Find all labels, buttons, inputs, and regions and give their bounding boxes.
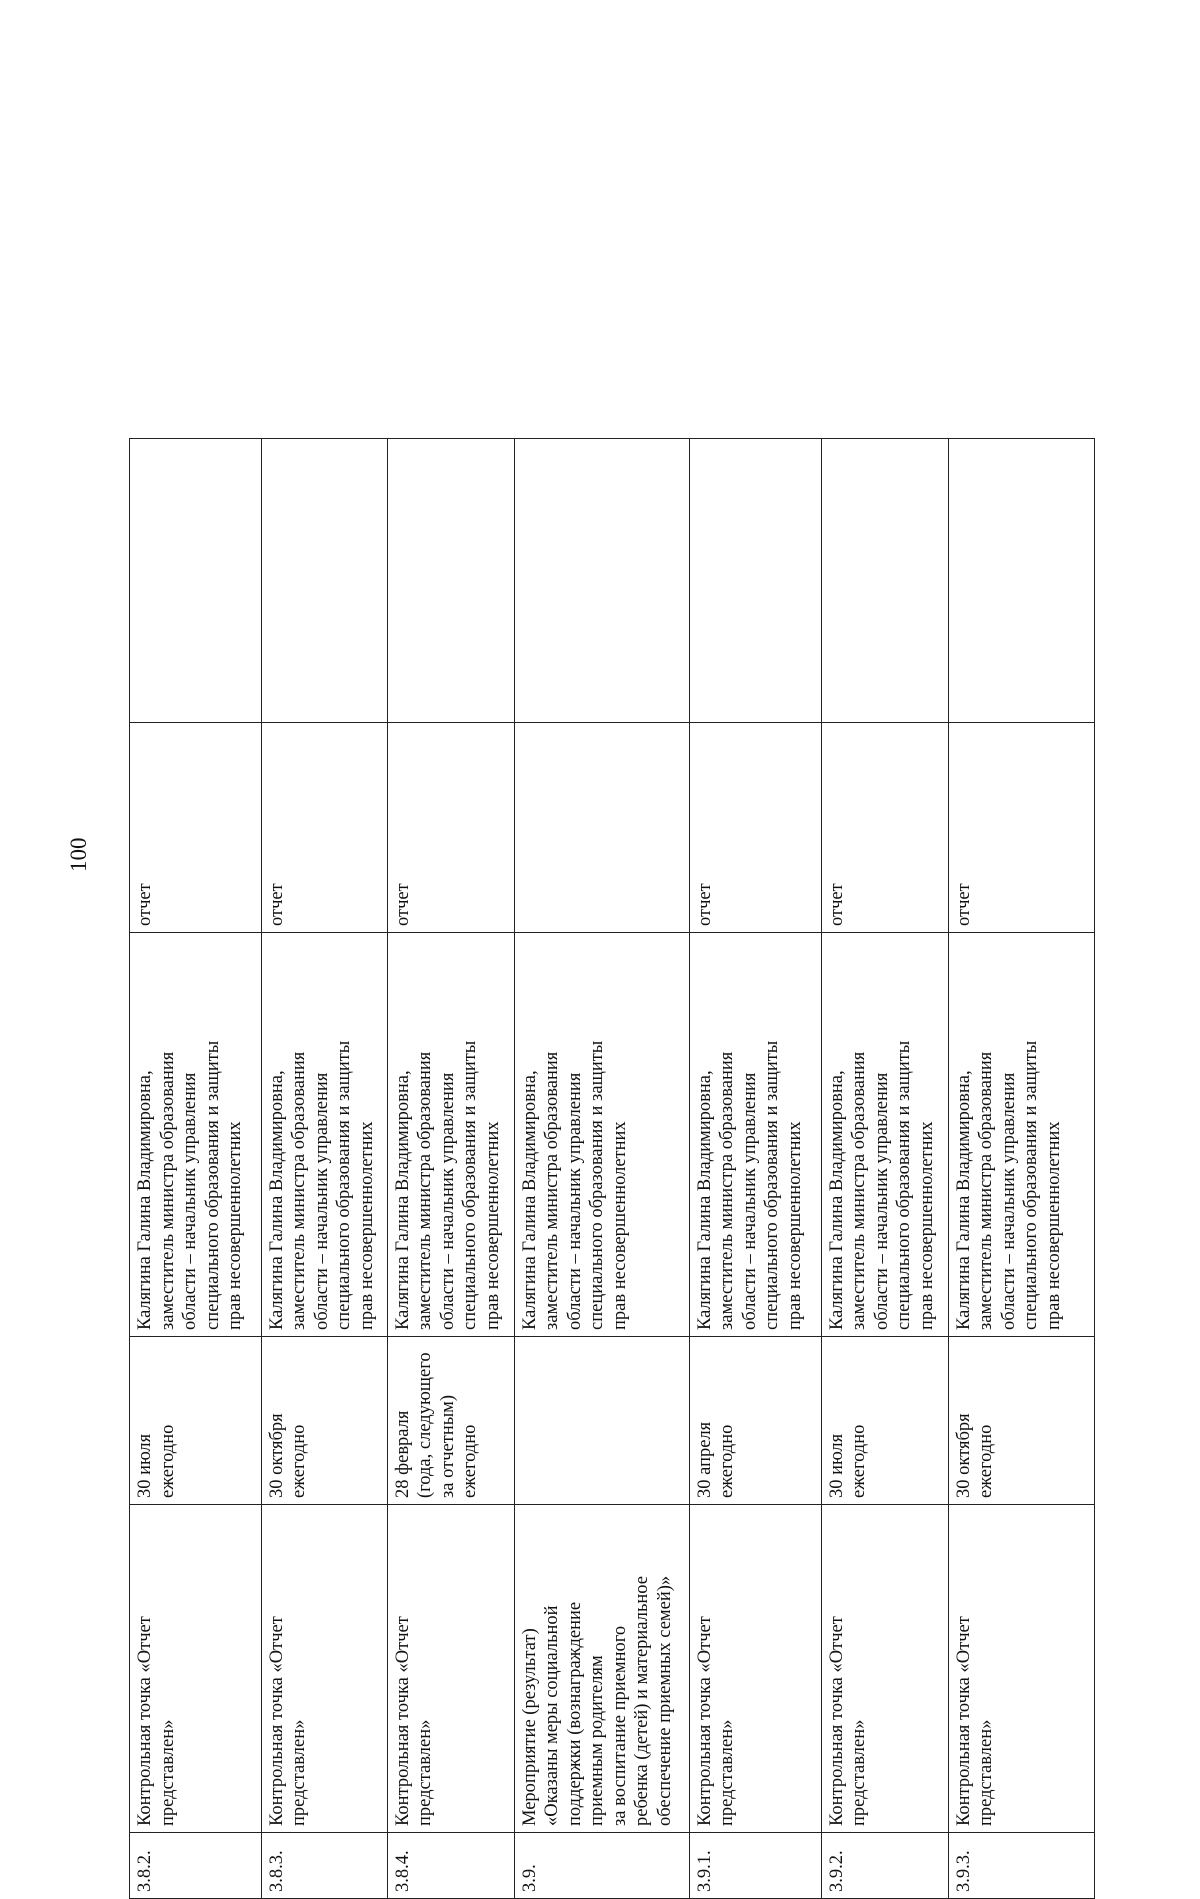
- cell-document: отчет: [261, 723, 387, 933]
- cell-empty: [821, 439, 948, 723]
- cell-responsible: Калягина Галина Владимировна, заместитель министра образования области – начальник управления специального образования и защиты прав несовершеннолетних: [689, 933, 821, 1337]
- cell-responsible: Калягина Галина Владимировна, заместитель министра образования области – начальник управления специального образования и защиты прав несовершеннолетних: [821, 933, 948, 1337]
- cell-deadline: 30 октября ежегодно: [948, 1337, 1094, 1505]
- cell-number: 3.8.2.: [130, 1833, 262, 1899]
- table-row: [130, 439, 262, 1899]
- cell-event-name: Контрольная точка «Отчет представлен»: [387, 1505, 514, 1833]
- cell-document: отчет: [387, 723, 514, 933]
- cell-number: 3.9.2.: [821, 1833, 948, 1899]
- cell-responsible: Калягина Галина Владимировна, заместитель министра образования области – начальник управления специального образования и защиты прав несовершеннолетних: [261, 933, 387, 1337]
- cell-number: 3.9.3.: [948, 1833, 1094, 1899]
- cell-responsible: Калягина Галина Владимировна, заместитель министра образования области – начальник управления специального образования и защиты прав несовершеннолетних: [514, 933, 689, 1337]
- cell-event-name: Контрольная точка «Отчет представлен»: [261, 1505, 387, 1833]
- page-number: 100: [66, 837, 91, 872]
- table-row: [514, 439, 689, 1899]
- cell-deadline: 30 октября ежегодно: [261, 1337, 387, 1505]
- cell-event-name: Контрольная точка «Отчет представлен»: [821, 1505, 948, 1833]
- cell-responsible: Калягина Галина Владимировна, заместитель министра образования области – начальник управления специального образования и защиты прав несовершеннолетних: [948, 933, 1094, 1337]
- cell-empty: [514, 439, 689, 723]
- cell-number: 3.9.1.: [689, 1833, 821, 1899]
- cell-document: отчет: [689, 723, 821, 933]
- cell-event-name: Контрольная точка «Отчет представлен»: [689, 1505, 821, 1833]
- cell-event-name: Контрольная точка «Отчет представлен»: [130, 1505, 262, 1833]
- cell-deadline: 30 июля ежегодно: [821, 1337, 948, 1505]
- cell-document: отчет: [948, 723, 1094, 933]
- table-row: [261, 439, 387, 1899]
- table-row: [689, 439, 821, 1899]
- cell-document: [514, 723, 689, 933]
- table-row: [948, 439, 1094, 1899]
- cell-empty: [130, 439, 262, 723]
- cell-empty: [689, 439, 821, 723]
- table-row: [821, 439, 948, 1899]
- cell-empty: [387, 439, 514, 723]
- cell-responsible: Калягина Галина Владимировна, заместитель министра образования области – начальник управления специального образования и защиты прав несовершеннолетних: [130, 933, 262, 1337]
- schedule-table-container: [129, 439, 1095, 1899]
- cell-document: отчет: [130, 723, 262, 933]
- cell-event-name: Контрольная точка «Отчет представлен»: [948, 1505, 1094, 1833]
- cell-number: 3.9.: [514, 1833, 689, 1899]
- cell-empty: [948, 439, 1094, 723]
- cell-responsible: Калягина Галина Владимировна, заместитель министра образования области – начальник управления специального образования и защиты прав несовершеннолетних: [387, 933, 514, 1337]
- cell-deadline: 30 апреля ежегодно: [689, 1337, 821, 1505]
- cell-deadline: 30 июля ежегодно: [130, 1337, 262, 1505]
- cell-deadline: [514, 1337, 689, 1505]
- cell-number: 3.8.3.: [261, 1833, 387, 1899]
- cell-number: 3.8.4.: [387, 1833, 514, 1899]
- table-row: [387, 439, 514, 1899]
- cell-document: отчет: [821, 723, 948, 933]
- schedule-table: [129, 438, 1095, 1899]
- cell-deadline: 28 февраля (года, следующего за отчетным) ежегодно: [387, 1337, 514, 1505]
- cell-empty: [261, 439, 387, 723]
- cell-event-name: Мероприятие (результат) «Оказаны меры социальной поддержки (вознаграждение приемным родителям за воспитание приемного ребенка (детей) и материальное обеспечение приемных семей)»: [514, 1505, 689, 1833]
